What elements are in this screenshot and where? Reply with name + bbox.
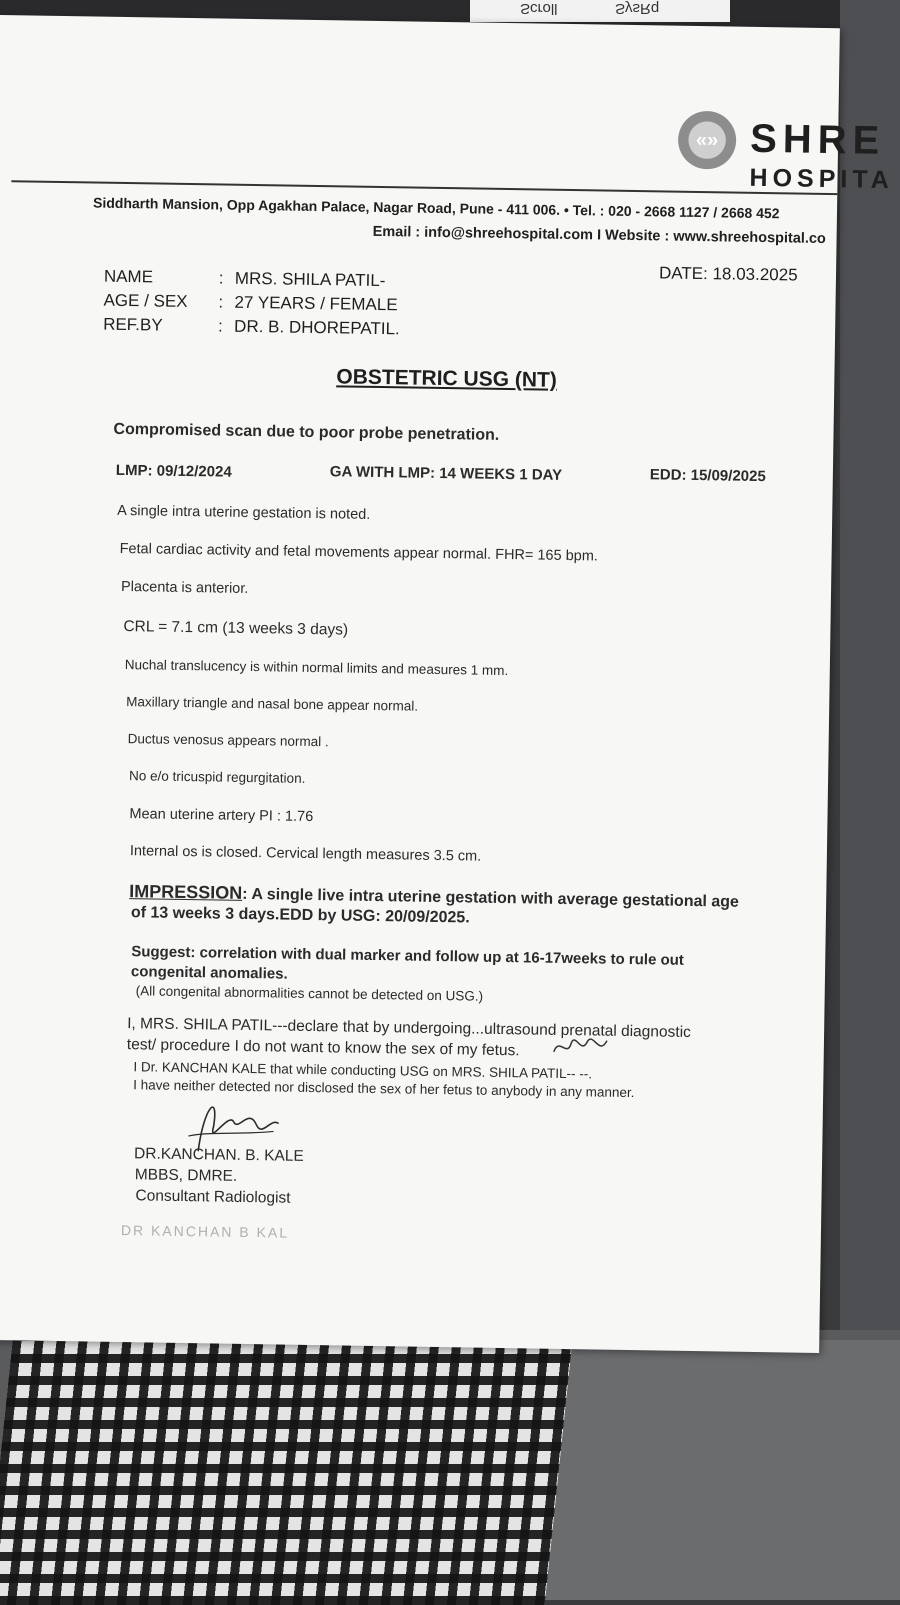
- faded-name-stamp: DR KANCHAN B KAL: [120, 1222, 290, 1241]
- patient-name-label: NAME: [103, 266, 154, 287]
- impression-text: : A single live intra uterine gestation with average gestational age: [242, 885, 740, 911]
- patient-age-sex: 27 YEARS / FEMALE: [234, 292, 398, 315]
- signatory-name: DR.KANCHAN. B. KALE: [133, 1145, 304, 1165]
- signatory-title: Consultant Radiologist: [135, 1187, 291, 1207]
- checkered-cloth: [0, 1315, 575, 1605]
- patient-ref-row: REF.BY : DR. B. DHOREPATIL.: [103, 314, 400, 339]
- report-title: OBSTETRIC USG (NT): [336, 365, 558, 392]
- referring-doctor: DR. B. DHOREPATIL.: [233, 316, 400, 339]
- lmp: LMP: 09/12/2024: [115, 461, 232, 481]
- background-snippet: SysRq: [615, 0, 660, 17]
- hospital-logo-icon: «»: [678, 111, 737, 170]
- finding: Placenta is anterior.: [120, 578, 249, 597]
- patient-age-row: AGE / SEX : 27 YEARS / FEMALE: [103, 290, 398, 315]
- suggestion-line1: Suggest: correlation with dual marker and follow up at 16-17weeks to rule out: [131, 943, 684, 969]
- finding: No e/o tricuspid regurgitation.: [128, 768, 306, 786]
- finding: Mean uterine artery PI : 1.76: [129, 806, 314, 826]
- patient-age-label: AGE / SEX: [103, 290, 188, 311]
- finding: Internal os is closed. Cervical length measures 3.5 cm.: [129, 843, 482, 865]
- hospital-name-line2: HOSPITA: [749, 163, 895, 195]
- gestational-age-lmp: GA WITH LMP: 14 WEEKS 1 DAY: [329, 463, 563, 484]
- impression-line2: of 13 weeks 3 days.EDD by USG: 20/09/2025.: [130, 904, 470, 927]
- background-paper-scrap: [470, 0, 730, 22]
- hospital-address: Siddharth Mansion, Opp Agakhan Palace, Nagar Road, Pune - 411 006. • Tel. : 020 - 2668 1127 / 2668 452: [92, 194, 780, 222]
- header-divider: [11, 180, 837, 195]
- signatory-degree: MBBS, DMRE.: [134, 1166, 238, 1185]
- hospital-name-line1: SHRE: [749, 116, 886, 163]
- finding: A single intra uterine gestation is noted.: [117, 502, 371, 523]
- scan-note: Compromised scan due to poor probe penetration.: [113, 420, 500, 444]
- doctor-declaration-line2: I have neither detected nor disclosed the sex of her fetus to anybody in any manner.: [133, 1077, 635, 1101]
- finding: CRL = 7.1 cm (13 weeks 3 days): [123, 618, 349, 639]
- patient-initials-signature: [549, 1032, 619, 1063]
- hospital-contact: Email : info@shreehospital.com I Website : www.shreehospital.co: [372, 223, 826, 247]
- edd: EDD: 15/09/2025: [649, 466, 766, 486]
- patient-name: MRS. SHILA PATIL-: [234, 268, 386, 291]
- finding: Fetal cardiac activity and fetal movements appear normal. FHR= 165 bpm.: [119, 540, 599, 565]
- suggestion-line2: congenital anomalies.: [130, 963, 288, 983]
- suggestion-note: (All congenital abnormalities cannot be detected on USG.): [135, 983, 484, 1004]
- patient-declaration-line1: I, MRS. SHILA PATIL---declare that by undergoing...ultrasound prenatal diagnostic: [127, 1015, 692, 1041]
- finding: Ductus venosus appears normal .: [127, 731, 329, 750]
- finding: Nuchal translucency is within normal limits and measures 1 mm.: [124, 657, 509, 679]
- patient-declaration-line2: test/ procedure I do not want to know the sex of my fetus.: [126, 1036, 520, 1060]
- report-sheet: [0, 15, 895, 1353]
- background-snippet: Scroll: [520, 0, 558, 17]
- doctor-declaration-line1: I Dr. KANCHAN KALE that while conducting USG on MRS. SHILA PATIL-- --.: [133, 1059, 593, 1082]
- impression-label: IMPRESSION: [129, 881, 243, 903]
- patient-name-row: NAME : MRS. SHILA PATIL-: [103, 266, 386, 291]
- finding: Maxillary triangle and nasal bone appear normal.: [126, 694, 419, 714]
- patient-ref-label: REF.BY: [103, 314, 163, 335]
- report-date: DATE: 18.03.2025: [658, 263, 798, 285]
